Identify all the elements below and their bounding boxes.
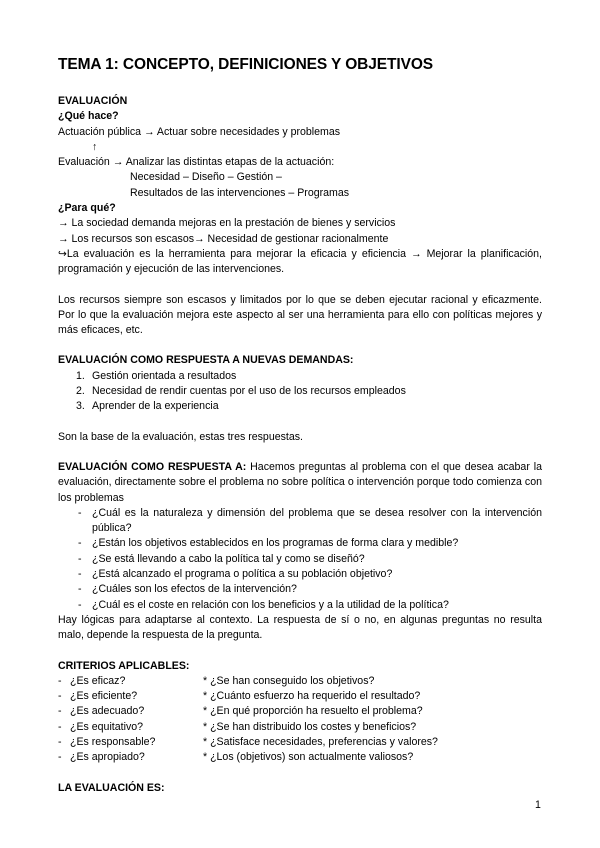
list-item: - ¿Cuáles son los efectos de la intervención? — [78, 583, 297, 596]
para-que-heading: ¿Para qué? — [58, 202, 116, 215]
respuesta-a-paragraph — [58, 460, 542, 506]
que-hace-line-2: Evaluación → Analizar las distintas etapas de la actuación: — [58, 156, 335, 169]
list-item: 3. Aprender de la experiencia — [76, 400, 219, 413]
que-hace-line-3: Necesidad – Diseño – Gestión – — [130, 171, 282, 184]
respuesta-a-heading: EVALUACIÓN COMO RESPUESTA A: — [58, 460, 247, 473]
list-item: - ¿Se está llevando a cabo la política tal y como se diseñó? — [78, 552, 365, 565]
criterio-row: - ¿Es equitativo? * ¿Se han distribuido los costes y beneficios? — [58, 720, 417, 733]
para-que-line-3: ↪La evaluación es la herramienta para mejorar la eficacia y eficiencia → Mejorar la planificación, programación y ejecución de las intervenciones. — [58, 247, 542, 276]
para-que-line-2: → Los recursos son escasos→ Necesidad de gestionar racionalmente — [58, 232, 389, 245]
page-number: 1 — [535, 799, 541, 811]
respuesta-a-list — [58, 506, 542, 613]
list-item: - ¿Cuál es la naturaleza y dimensión del problema que se desea resolver con la intervención pública? — [78, 506, 542, 535]
list-item: - ¿Está alcanzado el programa o política a su población objetivo? — [78, 568, 393, 581]
nuevas-demandas-list — [58, 369, 542, 415]
que-hace-line-4: Resultados de las intervenciones – Programas — [130, 186, 350, 199]
para-que-line-1: → La sociedad demanda mejoras en la prestación de bienes y servicios — [58, 217, 396, 230]
respuesta-a-intro: Hacemos preguntas al problema con el que desea acabar la evaluación, directamente sobre el problema no sobre política o intervención porque todo comienza con los problemas — [58, 460, 542, 504]
que-hace-heading: ¿Qué hace? — [58, 110, 119, 123]
list-item: 2. Necesidad de rendir cuentas por el uso de los recursos empleados — [76, 385, 406, 398]
recursos-paragraph: Los recursos siempre son escasos y limitados por lo que se deben ejecutar racional y eficazmente. Por lo que la evaluación mejora este aspecto al ser una herramienta para ello con políticas mejores y más eficaces, etc. — [58, 293, 542, 337]
evaluacion-heading: EVALUACIÓN — [58, 95, 128, 107]
list-item: - ¿Están los objetivos establecidos en los programas de forma clara y medible? — [78, 537, 459, 550]
criterio-row: - ¿Es eficiente? * ¿Cuánto esfuerzo ha requerido el resultado? — [58, 690, 421, 703]
list-item: - ¿Cuál es el coste en relación con los beneficios y a la utilidad de la política? — [78, 598, 449, 611]
document-body — [58, 94, 542, 796]
nuevas-demandas-closing: Son la base de la evaluación, estas tres respuestas. — [58, 430, 303, 443]
criterios-heading: CRITERIOS APLICABLES: — [58, 659, 190, 672]
que-hace-line-1: Actuación pública → Actuar sobre necesidades y problemas — [58, 125, 341, 138]
document-title: TEMA 1: CONCEPTO, DEFINICIONES Y OBJETIVOS — [58, 56, 434, 73]
la-evaluacion-es-heading: LA EVALUACIÓN ES: — [58, 781, 165, 794]
arrow-up-icon: ↑ — [92, 140, 98, 153]
criterio-row: - ¿Es adecuado? * ¿En qué proporción ha resuelto el problema? — [58, 705, 423, 718]
respuesta-a-closing: Hay lógicas para adaptarse al contexto. La respuesta de sí o no, en algunas preguntas no resulta malo, depende la respuesta de la pregunta. — [58, 613, 542, 642]
nuevas-demandas-heading: EVALUACIÓN COMO RESPUESTA A NUEVAS DEMANDAS: — [58, 354, 354, 367]
criterio-row: - ¿Es apropiado? * ¿Los (objetivos) son actualmente valiosos? — [58, 751, 414, 764]
criterio-row: - ¿Es responsable? * ¿Satisface necesidades, preferencias y valores? — [58, 735, 438, 748]
criterio-row: - ¿Es eficaz? * ¿Se han conseguido los objetivos? — [58, 674, 375, 687]
list-item: 1. Gestión orientada a resultados — [76, 369, 237, 382]
